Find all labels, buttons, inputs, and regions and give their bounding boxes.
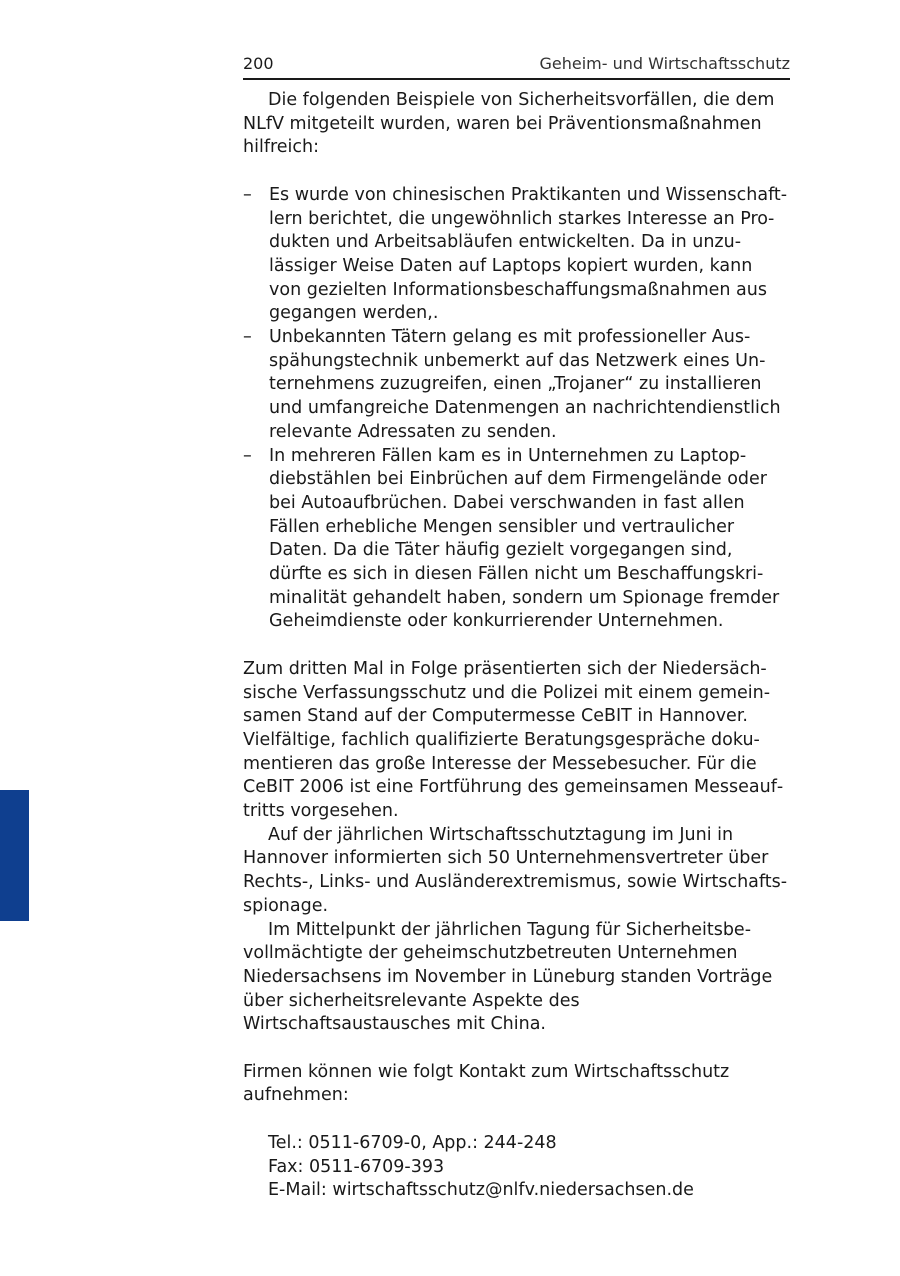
intro-paragraph: Die folgenden Beispiele von Sicherheitsvorfällen, die dem NLfV mitgeteilt wurden, waren bei Präventionsmaßnahmen hilfreich: [243,90,775,158]
dash-marker: – [243,184,252,205]
meeting-paragraph: Im Mittelpunkt der jährlichen Tagung für Sicherheitsbevollmächtigte der geheimschutzbetreuten Unternehmen Niedersachsens im November in Lüneburg standen Vorträge über sicherheitsrelevante Aspekte des Wirtschaftsaustausches mit China. [243,919,773,1035]
contact-block [243,1132,790,1203]
spacer [243,1108,790,1132]
body-text [243,89,790,1203]
spacer [243,634,790,658]
incident-text: Unbekannten Tätern gelang es mit professioneller Ausspähungstechnik unbemerkt auf das Netzwerk eines Unternehmens zuzugreifen, einen „Trojaner“ zu installieren und umfangreiche Datenmengen an nachrichtendienstlich relevante Adressaten zu senden. [269,327,781,442]
contact-phone: Tel.: 0511-6709-0, App.: 244-248 [268,1132,557,1153]
running-title: Geheim- und Wirtschaftsschutz [539,54,790,73]
list-item [243,326,790,445]
incident-text: Es wurde von chinesischen Praktikanten und Wissenschaftlern berichtet, die ungewöhnlich starkes Interesse an Produkten und Arbeitsabläufen entwickelten. Da in unzulässiger Weise Daten auf Laptops kopiert wurden, kann von gezielten Informationsbeschaffungsmaßnahmen aus gegangen werden,. [269,184,788,324]
page-header [243,52,790,80]
incident-list [243,184,790,634]
spacer [243,160,790,184]
conference-paragraph: Auf der jährlichen Wirtschaftsschutztagung im Juni in Hannover informierten sich 50 Unternehmensvertreter über Rechts-, Links- und Ausländerextremismus, sowie Wirtschaftsspionage. [243,824,788,916]
cebit-paragraph: Zum dritten Mal in Folge präsentierten sich der Niedersächsische Verfassungsschutz und die Polizei mit einem gemeinsamen Stand auf der Computermesse CeBIT in Hannover. Vielfältige, fachlich qualifizierte Beratungsgespräche dokumentieren das große Interesse der Messebesucher. Für die CeBIT 2006 ist eine Fortführung des gemeinsamen Messeauftritts vorgesehen. [243,658,784,822]
chapter-side-tab [0,790,29,921]
list-item [243,445,790,635]
list-item [243,184,790,326]
spacer [243,1037,790,1061]
contact-email: E-Mail: wirtschaftsschutz@nlfv.niedersachsen.de [268,1180,694,1201]
page-number: 200 [243,54,274,73]
contact-fax: Fax: 0511-6709-393 [268,1156,445,1177]
dash-marker: – [243,327,252,348]
incident-text: In mehreren Fällen kam es in Unternehmen zu Laptopdiebstählen bei Einbrüchen auf dem Firmengelände oder bei Autoaufbrüchen. Dabei verschwanden in fast allen Fällen erhebliche Mengen sensibler und vertraulicher Daten. Da die Täter häufig gezielt vorgegangen sind, dürfte es sich in diesen Fällen nicht um Beschaffungskriminalität gehandelt haben, sondern um Spionage fremder Geheimdienste oder konkurrierender Unternehmen. [269,445,780,632]
dash-marker: – [243,445,252,466]
contact-intro-paragraph: Firmen können wie folgt Kontakt zum Wirtschaftsschutz aufnehmen: [243,1061,730,1106]
